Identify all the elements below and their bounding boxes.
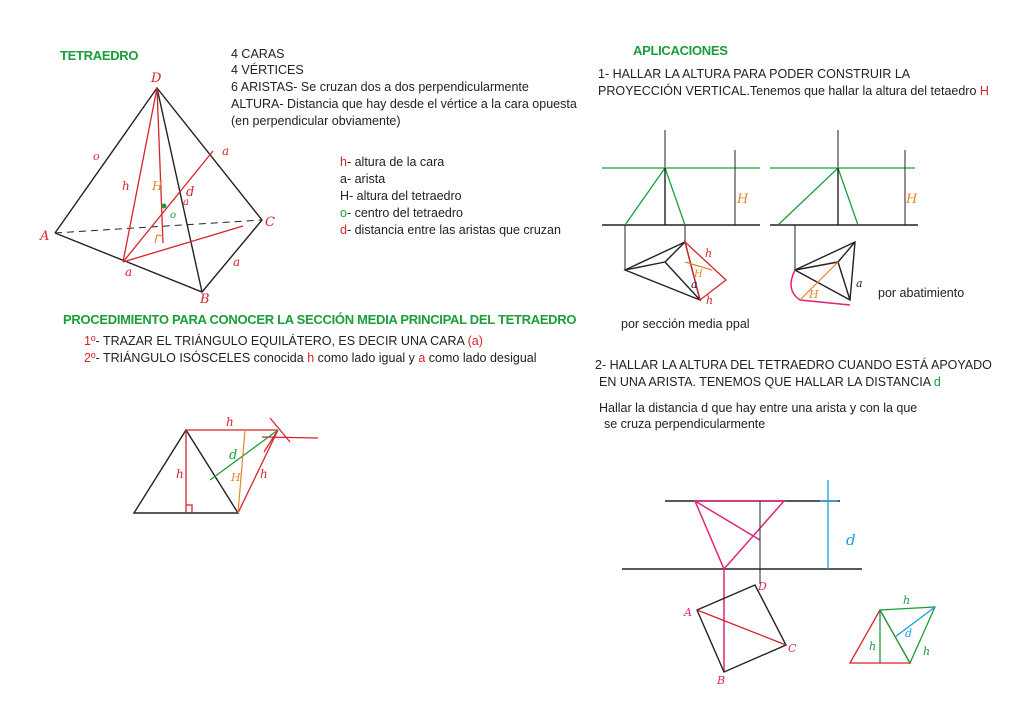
label-H: H xyxy=(231,471,241,484)
plan-edge-1 xyxy=(625,262,665,270)
step-text: como lado igual y xyxy=(314,351,419,365)
label-C: C xyxy=(788,642,797,655)
step-text: - TRIÁNGULO ISÓSCELES conocida xyxy=(95,351,308,365)
step-text: como lado desigual xyxy=(425,351,537,365)
caption-section: por sección media ppal xyxy=(621,317,750,331)
legend-text: - altura del tetraedro xyxy=(349,189,462,203)
projection-section xyxy=(602,130,760,307)
app1-H: H xyxy=(979,84,989,98)
app2-d: d xyxy=(933,375,941,389)
legend-symbol: a xyxy=(340,172,347,186)
aplicaciones-title: APLICACIONES xyxy=(633,43,728,58)
tetraedro-title: TETRAEDRO xyxy=(60,48,139,63)
label-H-small: H xyxy=(694,269,703,280)
tetrahedron-figure xyxy=(39,71,275,307)
label-B: B xyxy=(200,292,210,307)
label-a-edge2: a xyxy=(222,144,230,158)
fact-aristas: 6 ARISTAS- Se cruzan dos a dos perpendicularmente xyxy=(231,80,529,94)
caption-abatimiento: por abatimiento xyxy=(878,286,965,300)
elevation-pink xyxy=(695,501,784,569)
fact-vertices: 4 VÉRTICES xyxy=(231,63,304,77)
label-h-left: h xyxy=(869,640,877,653)
label-D: D xyxy=(758,580,767,593)
label-o-edge: o xyxy=(93,150,100,163)
app2-line1: 2- HALLAR LA ALTURA DEL TETRAEDRO CUANDO ESTÁ APOYADO xyxy=(595,358,992,372)
fact-altura: ALTURA- Distancia que hay desde el vértice a la cara opuesta xyxy=(231,97,577,111)
legend-text: - centro del tetraedro xyxy=(346,206,463,220)
right-angle-mark xyxy=(155,235,163,243)
distance-d xyxy=(123,151,213,262)
label-A: A xyxy=(684,606,692,619)
step-tag: (a) xyxy=(467,334,483,348)
elevation-inner xyxy=(695,501,760,540)
label-H: H xyxy=(152,179,163,193)
label-H: H xyxy=(906,192,918,207)
label-h-top: h xyxy=(226,415,234,429)
label-h: h xyxy=(705,247,713,260)
label-d: d xyxy=(186,185,195,200)
label-h: h xyxy=(122,179,130,193)
elevation-view xyxy=(778,168,858,225)
label-h-right: h xyxy=(260,467,268,481)
label-H: H xyxy=(737,192,749,207)
app2-desc2: se cruza perpendicularmente xyxy=(604,417,766,431)
label-a-edge: a xyxy=(233,255,241,269)
plan-base xyxy=(625,242,700,300)
legend-symbol: H xyxy=(340,189,350,203)
fact-altura-note: (en perpendicular obviamente) xyxy=(231,114,401,128)
plan-base xyxy=(795,242,855,300)
legend-text: - arista xyxy=(346,172,386,186)
label-a: a xyxy=(856,277,863,290)
fact-caras: 4 CARAS xyxy=(231,47,285,61)
face-height-h xyxy=(123,88,157,262)
procedure-title: PROCEDIMIENTO PARA CONOCER LA SECCIÓN MEDIA PRINCIPAL DEL TETRAEDRO xyxy=(63,312,577,327)
legend-symbol: h xyxy=(340,155,347,169)
right-angle xyxy=(186,505,192,513)
edge-AC-hidden xyxy=(55,220,262,233)
step-text: - TRAZAR EL TRIÁNGULO EQUILÁTERO, ES DECIR UNA CARA xyxy=(95,334,468,348)
arc-mark-2 xyxy=(262,437,318,438)
step-a: a xyxy=(418,351,426,365)
label-a: a xyxy=(691,278,698,291)
label-d: d xyxy=(905,627,913,640)
label-A: A xyxy=(40,229,50,244)
small-construction xyxy=(850,594,935,663)
elevation-view xyxy=(625,168,685,225)
base-median xyxy=(123,226,243,262)
label-C: C xyxy=(265,215,275,230)
label-h-left: h xyxy=(176,467,184,481)
legend-text: - distancia entre las aristas que cruzan xyxy=(346,223,561,237)
projection-abatimiento xyxy=(770,130,918,305)
edge-DB xyxy=(157,88,202,292)
plan-edge-2 xyxy=(838,242,855,262)
step-number: 2º xyxy=(84,351,96,365)
app2-desc1: Hallar la distancia d que hay entre una arista y con la que xyxy=(599,401,918,415)
plan-edge-2 xyxy=(665,242,685,262)
legend-symbol: d xyxy=(340,223,347,237)
label-o: o xyxy=(170,210,177,221)
label-a-small: a xyxy=(183,197,189,208)
app1-line1: 1- HALLAR LA ALTURA PARA PODER CONSTRUIR LA xyxy=(598,67,911,81)
label-H-small: H xyxy=(809,288,819,301)
legend-text: - altura de la cara xyxy=(346,155,445,169)
label-h-2: h xyxy=(706,294,714,307)
center-o xyxy=(162,204,167,209)
legend-symbol: o xyxy=(340,206,347,220)
label-d: d xyxy=(229,448,238,463)
section-construction xyxy=(134,415,318,513)
arc-mark-3 xyxy=(264,430,278,452)
label-h-top: h xyxy=(903,594,911,607)
edge-supported-projection xyxy=(622,480,862,687)
step-h: h xyxy=(307,351,315,365)
label-d: d xyxy=(846,531,856,549)
label-h-right: h xyxy=(923,645,931,658)
app1-text: PROYECCIÓN VERTICAL.Tenemos que hallar la altura del tetaedro xyxy=(598,84,980,98)
app2-text: EN UNA ARISTA. TENEMOS QUE HALLAR LA DISTANCIA xyxy=(599,375,934,389)
plan-square xyxy=(697,585,786,672)
label-D: D xyxy=(151,71,162,86)
label-B: B xyxy=(717,674,726,687)
label-a: a xyxy=(125,265,133,279)
step-number: 1º xyxy=(84,334,96,348)
